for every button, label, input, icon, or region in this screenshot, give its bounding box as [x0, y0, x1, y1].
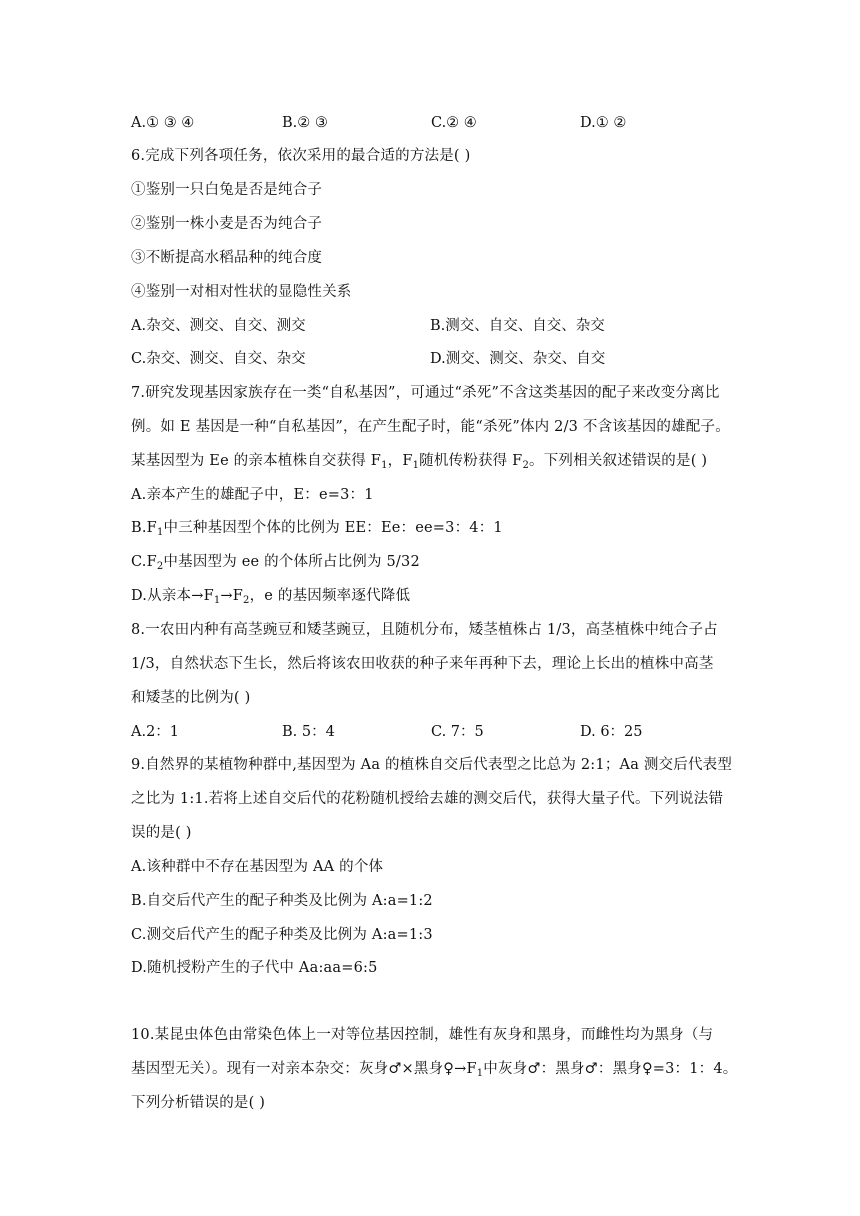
q8-option-a: A.2：1	[131, 724, 180, 740]
q9-stem-line-3: 误的是( )	[131, 825, 192, 841]
option-text: D.从亲本→F	[131, 588, 214, 604]
option-text: C.F	[131, 554, 157, 570]
q6-item-1: ①鉴别一只白兔是否是纯合子	[131, 182, 323, 198]
q7-stem-text: ，F	[387, 453, 413, 469]
q9-option-d: D.随机授粉产生的子代中 Aa:aa=6:5	[131, 960, 378, 976]
q9-stem-line-2: 之比为 1:1.若将上述自交后代的花粉随机授给去雄的测交后代，获得大量子代。下列说法错	[131, 791, 724, 807]
q5-option-b: B.② ③	[282, 115, 328, 131]
option-text: 中三种基因型个体的比例为 EE：Ee：ee=3：4：1	[163, 520, 503, 536]
q6-item-2: ②鉴别一株小麦是否为纯合子	[131, 216, 323, 232]
q7-stem-text: 某基因型为 Ee 的亲本植株自交获得 F	[131, 453, 382, 469]
q6-stem: 6.完成下列各项任务，依次采用的最合适的方法是( )	[131, 148, 471, 164]
q10-stem-text: 中灰身♂：黑身♂：黑身♀=3：1：4。	[483, 1061, 738, 1077]
subscript: 2	[156, 561, 164, 572]
q7-stem-line-2: 例。如 E 基因是一种“自私基因”，在产生配子时，能“杀死”体内 2/3 不含该基因的雄配子。	[131, 419, 730, 435]
q5-option-a: A.① ③ ④	[131, 115, 195, 131]
q7-option-d	[131, 586, 410, 606]
subscript: 2	[522, 460, 529, 471]
subscript: 1	[412, 460, 420, 471]
q7-option-b	[131, 518, 503, 538]
q10-stem-line-3: 下列分析错误的是( )	[131, 1095, 266, 1111]
subscript: 1	[213, 595, 221, 606]
q8-stem-line-2: 1/3，自然状态下生长，然后将该农田收获的种子来年再种下去，理论上长出的植株中高茎	[131, 656, 714, 672]
q7-stem-text: 随机传粉获得 F	[419, 453, 523, 469]
q6-item-3: ③不断提高水稻品种的纯合度	[131, 250, 323, 266]
q5-option-d: D.① ②	[580, 115, 627, 131]
q8-stem-line-1: 8.一农田内种有高茎豌豆和矮茎豌豆，且随机分布，矮茎植株占 1/3，高茎植株中纯合子占	[131, 622, 718, 638]
q9-stem-line-1: 9.自然界的某植物种群中,基因型为 Aa 的植株自交后代表型之比总为 2:1；Aa 测交后代表型	[131, 757, 733, 773]
q7-option-a: A.亲本产生的雄配子中，E：e=3：1	[131, 487, 374, 503]
q9-option-c: C.测交后代产生的配子种类及比例为 A:a=1:3	[131, 927, 433, 943]
q7-stem-line-1: 7.研究发现基因家族存在一类“自私基因”，可通过“杀死”不含这类基因的配子来改变分离比	[131, 385, 720, 401]
q8-option-d: D. 6：25	[580, 724, 643, 740]
q10-stem-line-1: 10.某昆虫体色由常染色体上一对等位基因控制，雄性有灰身和黑身，而雌性均为黑身（与	[131, 1027, 714, 1043]
q6-option-a: A.杂交、测交、自交、测交	[131, 318, 306, 334]
q8-option-b: B. 5：4	[282, 724, 335, 740]
q8-option-c: C. 7：5	[431, 724, 484, 740]
subscript: 1	[381, 460, 388, 471]
q7-option-c	[131, 552, 420, 572]
q6-option-d: D.测交、测交、杂交、自交	[430, 351, 606, 367]
option-text: →F	[220, 588, 244, 604]
option-text: ，e 的基因频率逐代降低	[249, 588, 411, 604]
q6-item-4: ④鉴别一对相对性状的显隐性关系	[131, 284, 352, 300]
q8-stem-line-3: 和矮茎的比例为( )	[131, 690, 251, 706]
subscript: 1	[156, 527, 164, 538]
q6-option-c: C.杂交、测交、自交、杂交	[131, 351, 306, 367]
option-text: 中基因型为 ee 的个体所占比例为 5/32	[163, 554, 420, 570]
q9-option-a: A.该种群中不存在基因型为 AA 的个体	[131, 859, 384, 875]
subscript: 1	[476, 1068, 484, 1079]
q10-stem-text: 基因型无关）。现有一对亲本杂交：灰身♂×黑身♀→F	[131, 1061, 477, 1077]
subscript: 2	[243, 595, 250, 606]
q10-stem-line-2	[131, 1059, 738, 1079]
q7-stem-text: 。下列相关叙述错误的是( )	[529, 453, 708, 469]
q9-option-b: B.自交后代产生的配子种类及比例为 A:a=1:2	[131, 893, 433, 909]
q5-option-c: C.② ④	[431, 115, 477, 131]
option-text: B.F	[131, 520, 157, 536]
q7-stem-line-3	[131, 451, 707, 471]
q6-option-b: B.测交、自交、自交、杂交	[430, 318, 605, 334]
